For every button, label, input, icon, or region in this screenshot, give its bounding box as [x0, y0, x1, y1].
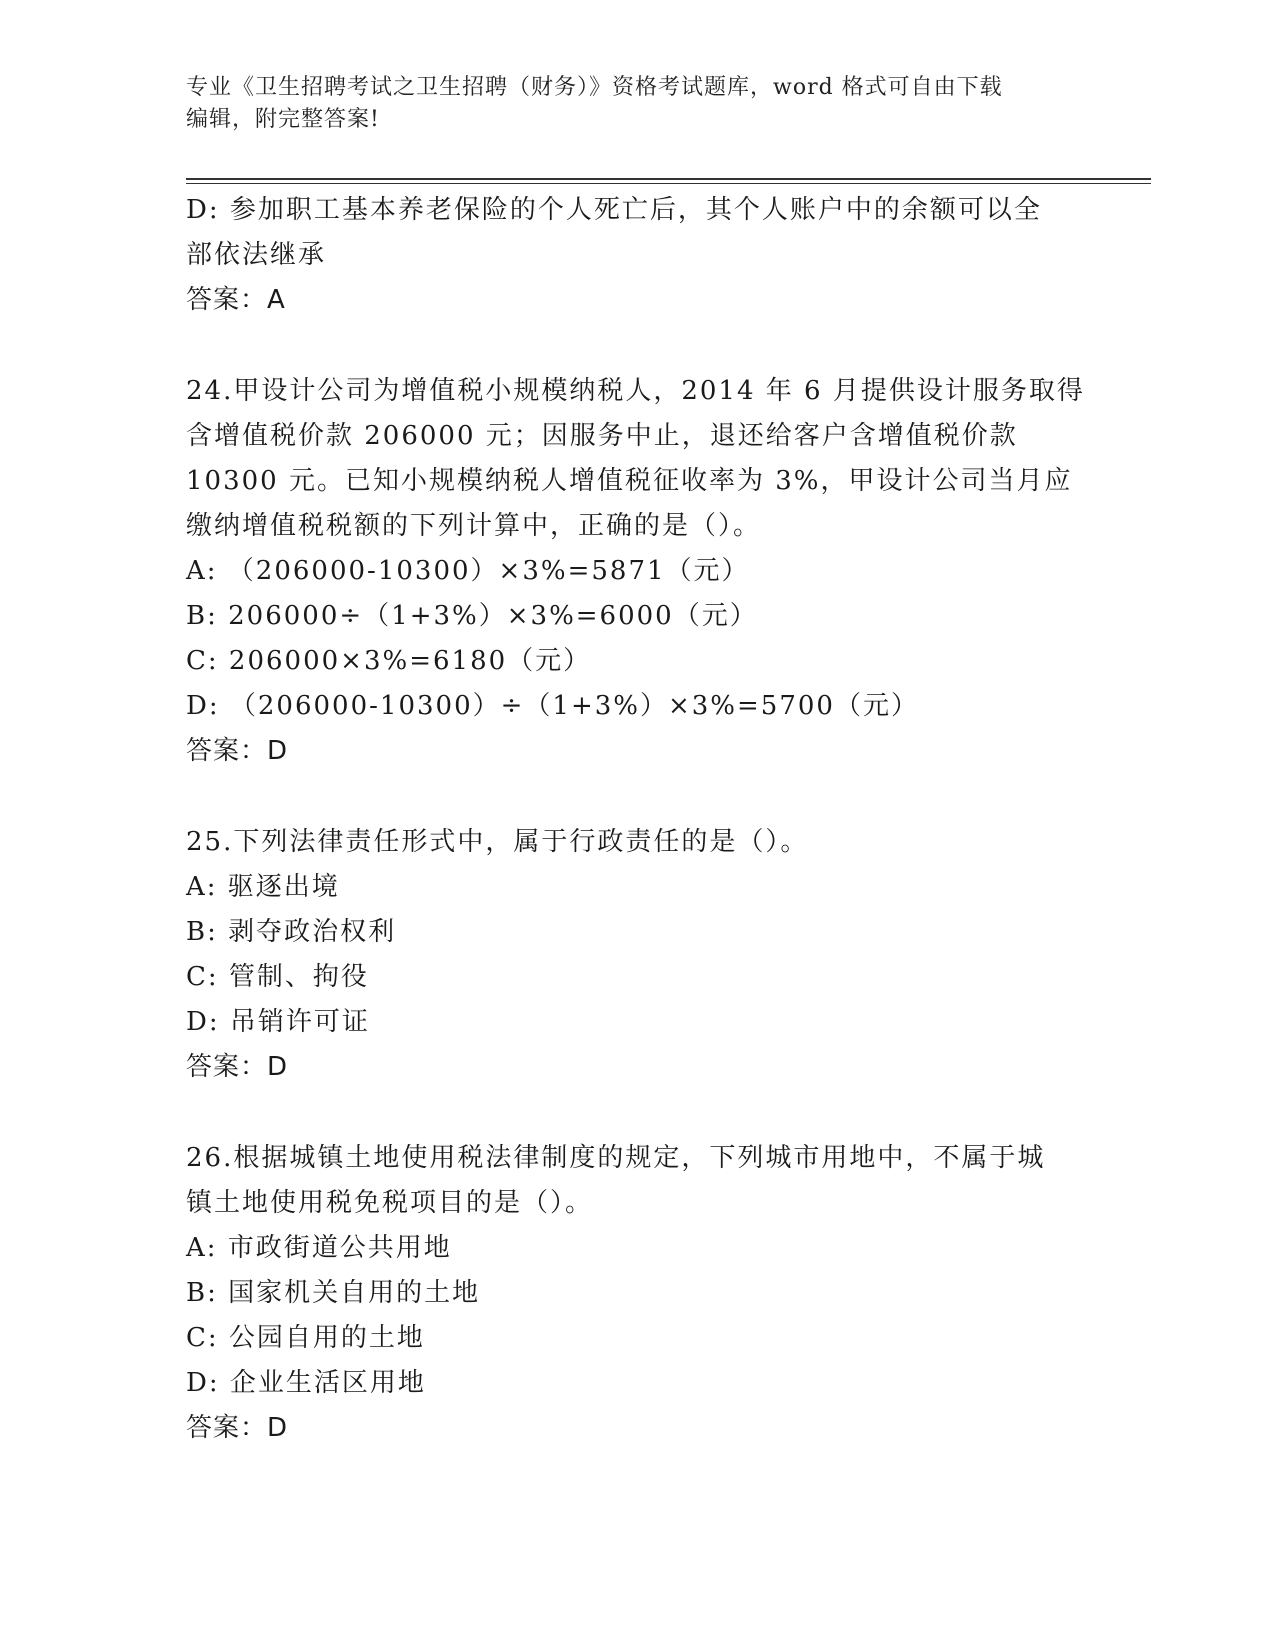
option-b: B: 206000÷（1+3%）×3%=6000（元） [186, 601, 758, 631]
header-line-1: 专业《卫生招聘考试之卫生招聘（财务）》资格考试题库，word 格式可自由下载 [186, 75, 1003, 100]
answer-label: 答案：D [186, 736, 289, 766]
spacer [186, 323, 1086, 369]
question-24 [186, 369, 1086, 774]
option-c: C: 206000×3%=6180（元） [186, 646, 592, 676]
question-stem-line-4: 缴纳增值税税额的下列计算中，正确的是（）。 [186, 511, 762, 541]
question-stem-line-3: 10300 元。已知小规模纳税人增值税征收率为 3%，甲设计公司当月应 [186, 466, 1073, 496]
option-d: D: 吊销许可证 [186, 1007, 370, 1037]
option-d: D: （206000-10300）÷（1+3%）×3%=5700（元） [186, 691, 919, 721]
question-stem-line-1: 26.根据城镇土地使用税法律制度的规定，下列城市用地中，不属于城 [186, 1143, 1046, 1173]
question-stem-line-1: 24.甲设计公司为增值税小规模纳税人，2014 年 6 月提供设计服务取得 [186, 376, 1085, 406]
option-a: A: （206000-10300）×3%=5871（元） [186, 556, 750, 586]
option-d-line-1: D: 参加职工基本养老保险的个人死亡后，其个人账户中的余额可以全 [186, 195, 1042, 225]
question-stem: 25.下列法律责任形式中，属于行政责任的是（）。 [186, 827, 809, 857]
option-b: B: 国家机关自用的土地 [186, 1278, 481, 1308]
question-25 [186, 820, 1086, 1090]
answer-label: 答案：D [186, 1052, 289, 1082]
header-divider-thick [186, 178, 1151, 180]
option-a: A: 驱逐出境 [186, 872, 340, 902]
option-b: B: 剥夺政治权利 [186, 917, 397, 947]
answer-label: 答案：D [186, 1413, 289, 1443]
question-stem-line-2: 镇土地使用税免税项目的是（）。 [186, 1188, 594, 1218]
option-d: D: 企业生活区用地 [186, 1368, 426, 1398]
question-stem-line-2: 含增值税价款 206000 元；因服务中止，退还给客户含增值税价款 [186, 421, 1018, 451]
document-body [186, 188, 1086, 1451]
page-header [186, 72, 1086, 136]
spacer [186, 1090, 1086, 1136]
header-divider-thin [186, 183, 1151, 184]
option-c: C: 管制、拘役 [186, 962, 369, 992]
option-c: C: 公园自用的土地 [186, 1323, 425, 1353]
header-line-2: 编辑，附完整答案! [186, 107, 380, 132]
question-26 [186, 1136, 1086, 1451]
previous-question-tail [186, 188, 1086, 323]
answer-label: 答案：A [186, 285, 286, 315]
option-a: A: 市政街道公共用地 [186, 1233, 452, 1263]
option-d-line-2: 部依法继承 [186, 240, 327, 270]
spacer [186, 774, 1086, 820]
